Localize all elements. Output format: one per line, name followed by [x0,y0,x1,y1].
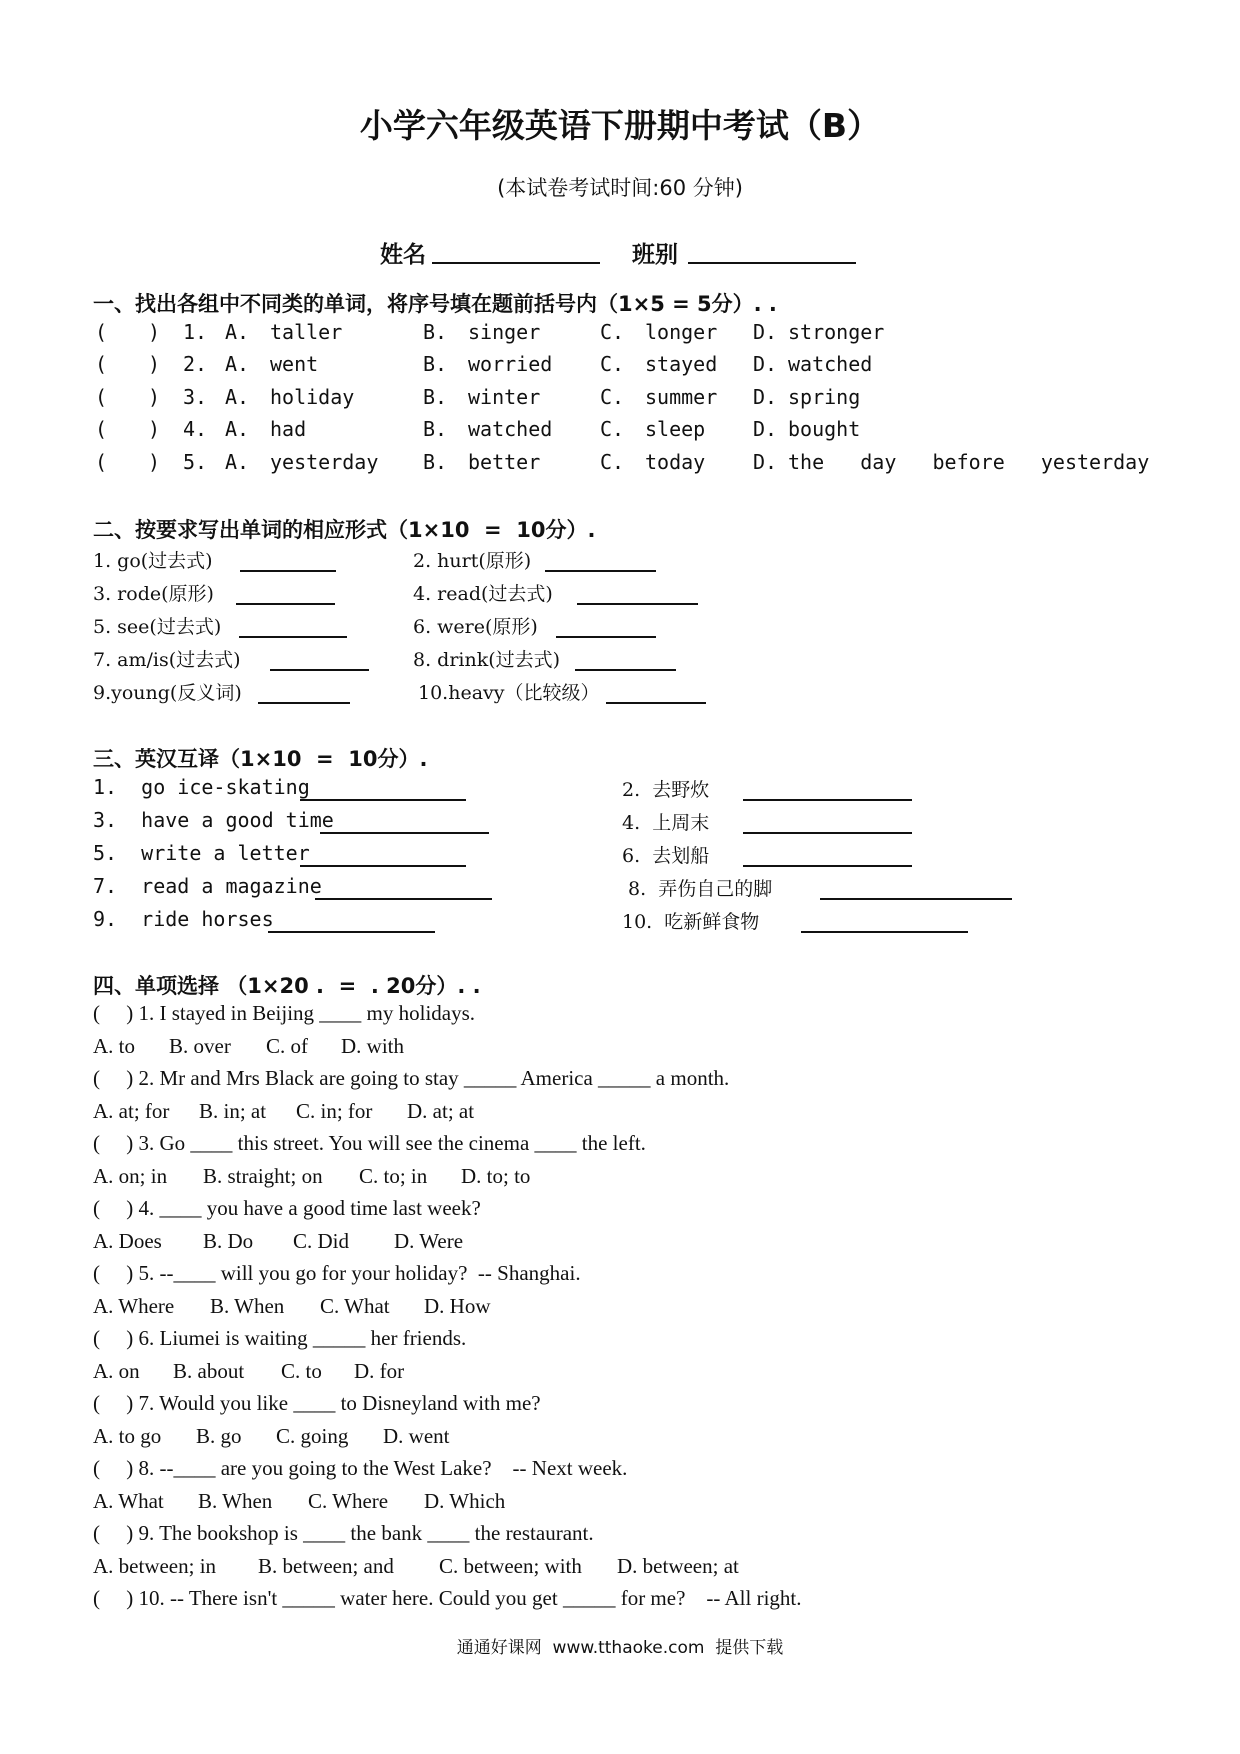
choice-option[interactable]: D. How [424,1293,491,1318]
answer-blank[interactable] [300,865,466,867]
option-text-b: watched [468,417,553,441]
answer-paren-close: ) [148,352,161,376]
choice-option[interactable]: A. Does [93,1228,162,1253]
choice-option[interactable]: D. Were [394,1228,464,1253]
translate-item: 1. go ice-skating [93,775,310,799]
choice-option[interactable]: A. on [93,1358,140,1383]
option-text-c: summer [645,385,718,409]
option-text-d: stronger [788,320,885,344]
choice-option[interactable]: A. on; in [93,1163,168,1188]
option-letter-a: A. [225,320,250,344]
answer-paren-close: ) [148,385,161,409]
option-letter-c: C. [600,385,625,409]
form-item: 3. rode(原形) [93,583,214,605]
option-text-a: went [270,352,319,376]
choice-option[interactable]: D. with [341,1033,404,1058]
answer-paren-open: ( [95,385,108,409]
answer-blank[interactable] [606,702,706,704]
option-text-d: the day before yesterday [788,450,1150,474]
choice-option[interactable]: B. Do [203,1228,254,1253]
option-text-a: had [270,417,307,441]
option-letter-a: A. [225,385,250,409]
choice-option[interactable]: C. What [320,1293,390,1318]
option-text-c: longer [645,320,718,344]
question-stem: ( ) 9. The bookshop is ____ the bank ____ the restaurant. [93,1521,594,1545]
option-letter-a: A. [225,417,250,441]
choice-option[interactable]: C. going [276,1423,349,1448]
answer-blank[interactable] [820,898,1012,900]
answer-blank[interactable] [268,931,435,933]
choice-option[interactable]: C. in; for [296,1098,373,1123]
option-letter-b: B. [423,320,448,344]
choice-option[interactable]: D. at; at [407,1098,475,1123]
name-label: 姓名 [380,242,426,268]
answer-blank[interactable] [743,799,912,801]
answer-paren-close: ) [148,417,161,441]
question-number: 2. [183,352,208,376]
option-letter-c: C. [600,450,625,474]
choice-option[interactable]: C. of [266,1033,308,1058]
option-text-b: worried [468,352,553,376]
option-text-a: holiday [270,385,355,409]
choice-option[interactable]: C. Did [293,1228,350,1253]
question-stem: ( ) 5. --____ will you go for your holiday? -- Shanghai. [93,1261,581,1285]
question-stem: ( ) 4. ____ you have a good time last week? [93,1196,481,1220]
option-text-b: singer [468,320,541,344]
exam-duration: (本试卷考试时间:60 分钟) [497,176,743,200]
option-letter-b: B. [423,352,448,376]
translate-item: 4. 上周末 [622,812,710,834]
option-letter-d: D. [753,385,778,409]
answer-blank[interactable] [236,603,335,605]
question-stem: ( ) 8. --____ are you going to the West Lake? -- Next week. [93,1456,628,1480]
choice-option[interactable]: D. for [354,1358,405,1383]
question-number: 3. [183,385,208,409]
answer-blank[interactable] [240,570,336,572]
option-text-d: spring [788,385,861,409]
choice-option[interactable]: C. to; in [359,1163,428,1188]
option-letter-b: B. [423,385,448,409]
choice-option[interactable]: C. between; with [439,1553,582,1578]
answer-blank[interactable] [801,931,968,933]
choice-option[interactable]: B. When [210,1293,285,1318]
choice-option[interactable]: B. When [198,1488,273,1513]
answer-blank[interactable] [575,669,676,671]
option-letter-d: D. [753,417,778,441]
class-label: 班别 [632,242,678,268]
question-stem: ( ) 2. Mr and Mrs Black are going to stay _____ America _____ a month. [93,1066,730,1090]
translate-item: 10. 吃新鲜食物 [622,911,760,933]
option-text-d: watched [788,352,873,376]
page-title: 小学六年级英语下册期中考试（B） [359,106,881,145]
answer-blank[interactable] [239,636,347,638]
choice-option[interactable]: A. Where [93,1293,175,1318]
form-item: 5. see(过去式) [93,616,222,638]
option-letter-c: C. [600,417,625,441]
answer-blank[interactable] [315,898,492,900]
class-blank[interactable] [688,262,856,264]
translate-item: 8. 弄伤自己的脚 [628,878,773,900]
answer-paren-open: ( [95,450,108,474]
form-item: 8. drink(过去式) [413,649,561,671]
question-number: 4. [183,417,208,441]
choice-option[interactable]: B. straight; on [203,1163,323,1188]
question-number: 1. [183,320,208,344]
form-item: 7. am/is(过去式) [93,649,241,671]
form-item: 6. were(原形) [413,616,538,638]
answer-blank[interactable] [258,702,350,704]
option-letter-b: B. [423,417,448,441]
question-stem: ( ) 3. Go ____ this street. You will see the cinema ____ the left. [93,1131,646,1155]
option-letter-a: A. [225,352,250,376]
option-text-c: today [645,450,706,474]
option-text-c: sleep [645,417,706,441]
answer-blank[interactable] [270,669,369,671]
footer-credit: 通通好课网 www.tthaoke.com 提供下载 [456,1638,784,1658]
answer-paren-open: ( [95,417,108,441]
option-text-a: yesterday [270,450,379,474]
answer-blank[interactable] [300,799,466,801]
question-stem: ( ) 6. Liumei is waiting _____ her friends. [93,1326,467,1350]
name-blank[interactable] [432,262,600,264]
answer-blank[interactable] [320,832,489,834]
choice-option[interactable]: B. between; and [258,1553,394,1578]
choice-option[interactable]: B. about [173,1358,245,1383]
choice-option[interactable]: B. go [196,1423,242,1448]
form-item: 9.young(反义词) [93,682,242,704]
option-text-a: taller [270,320,343,344]
option-text-c: stayed [645,352,718,376]
choice-option[interactable]: B. in; at [199,1098,267,1123]
choice-option[interactable]: D. to; to [461,1163,531,1188]
choice-option[interactable]: B. over [169,1033,231,1058]
translate-item: 6. 去划船 [622,845,710,867]
section-2-title: 二、按要求写出单词的相应形式（1×10 = 10分）. [93,518,596,542]
answer-paren-close: ) [148,450,161,474]
translate-item: 2. 去野炊 [622,779,710,801]
option-letter-d: D. [753,450,778,474]
choice-option[interactable]: C. to [281,1358,322,1383]
option-text-b: winter [468,385,541,409]
option-text-b: better [468,450,541,474]
option-letter-d: D. [753,352,778,376]
choice-option[interactable]: D. went [383,1423,450,1448]
option-letter-b: B. [423,450,448,474]
translate-item: 7. read a magazine [93,874,322,898]
translate-item: 5. write a letter [93,841,310,865]
choice-option[interactable]: A. to go [93,1423,162,1448]
choice-option[interactable]: A. to [93,1033,135,1058]
answer-paren-open: ( [95,320,108,344]
section-3-title: 三、英汉互译（1×10 = 10分）. [93,747,428,771]
choice-option[interactable]: A. at; for [93,1098,170,1123]
option-letter-a: A. [225,450,250,474]
answer-blank[interactable] [577,603,698,605]
section-1-title: 一、找出各组中不同类的单词，将序号填在题前括号内（1×5 = 5分）. . [93,292,777,316]
choice-option[interactable]: D. between; at [617,1553,739,1578]
question-stem: ( ) 10. -- There isn't _____ water here. Could you get _____ for me? -- All right. [93,1586,802,1610]
option-letter-d: D. [753,320,778,344]
section-4-title: 四、单项选择 （1×20 . = . 20分）. . [93,974,481,998]
choice-option[interactable]: D. Which [424,1488,506,1513]
form-item: 10.heavy（比较级） [418,682,600,704]
option-letter-c: C. [600,352,625,376]
question-stem: ( ) 1. I stayed in Beijing ____ my holidays. [93,1001,476,1025]
form-item: 1. go(过去式) [93,550,213,572]
answer-blank[interactable] [743,865,912,867]
question-number: 5. [183,450,208,474]
option-letter-c: C. [600,320,625,344]
form-item: 2. hurt(原形) [413,550,532,572]
question-stem: ( ) 7. Would you like ____ to Disneyland with me? [93,1391,541,1415]
option-text-d: bought [788,417,861,441]
choice-option[interactable]: C. Where [308,1488,389,1513]
translate-item: 3. have a good time [93,808,334,832]
answer-blank[interactable] [743,832,912,834]
answer-blank[interactable] [545,570,656,572]
answer-blank[interactable] [556,636,656,638]
answer-paren-open: ( [95,352,108,376]
translate-item: 9. ride horses [93,907,274,931]
choice-option[interactable]: A. What [93,1488,164,1513]
choice-option[interactable]: A. between; in [93,1553,217,1578]
form-item: 4. read(过去式) [413,583,553,605]
answer-paren-close: ) [148,320,161,344]
